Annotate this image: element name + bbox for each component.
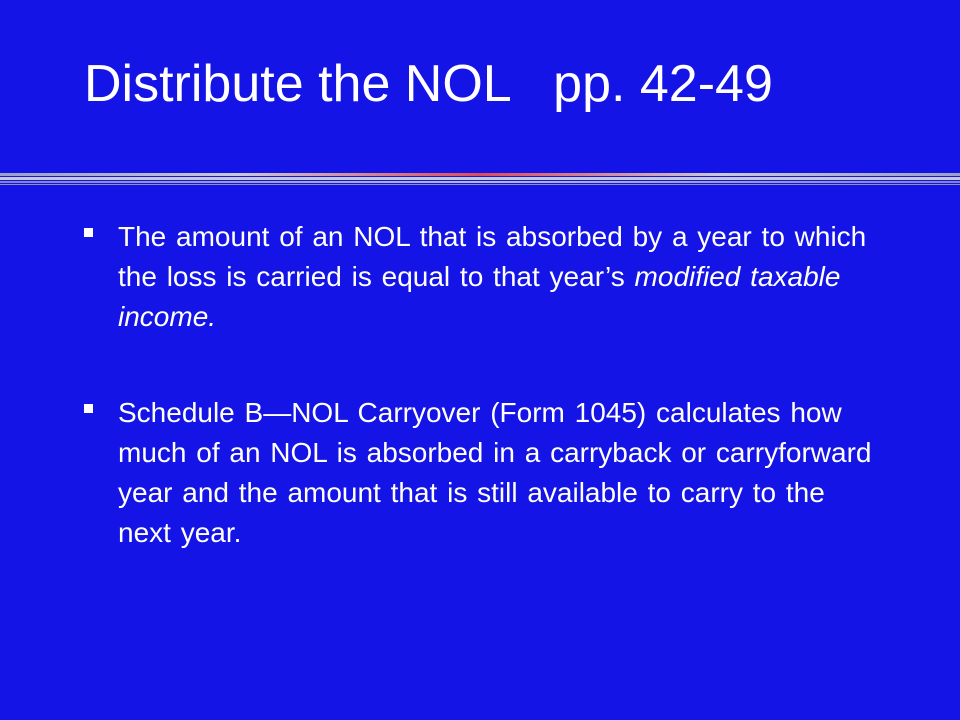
bullet-item [84, 217, 884, 337]
bullet-text: The amount of an NOL that is absorbed by a year to which the loss is carried is equal to that year’s [118, 221, 867, 292]
slide-title: Distribute the NOL pp. 42-49 [84, 55, 773, 113]
bullet-emphasis: modified taxable income. [118, 261, 841, 332]
title-divider [0, 181, 960, 183]
title-divider [0, 173, 960, 176]
bullet-text: Schedule B—NOL Carryover (Form 1045) calculates how much of an NOL is absorbed in a carryback or carryforward year and the amount that is still available to carry to the next year. [118, 397, 872, 548]
title-divider [0, 177, 960, 180]
square-bullet-icon [84, 404, 93, 413]
bullet-list [84, 217, 884, 553]
bullet-item [84, 393, 884, 553]
square-bullet-icon [84, 228, 93, 237]
title-divider [0, 184, 960, 185]
